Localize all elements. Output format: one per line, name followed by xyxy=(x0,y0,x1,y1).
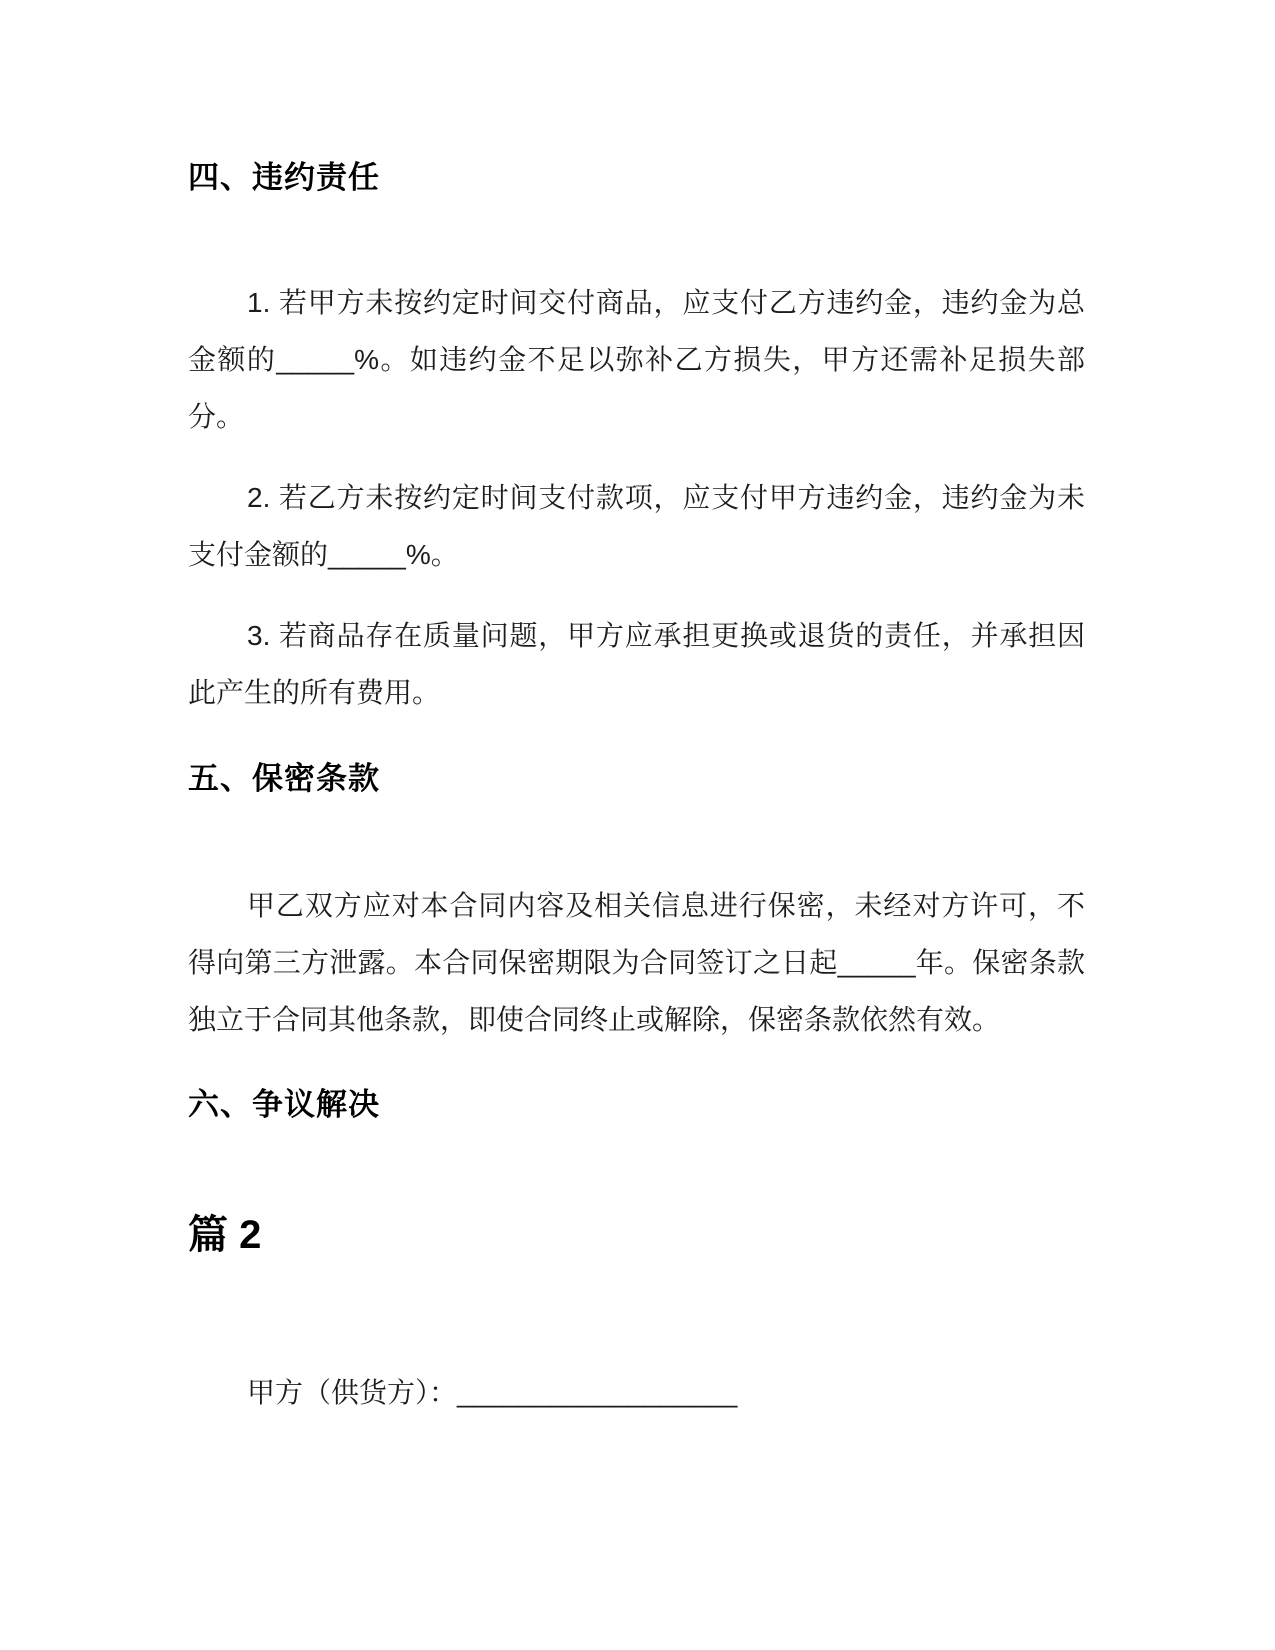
section-heading-confidentiality: 五、保密条款 xyxy=(188,761,380,796)
section-heading-dispute-resolution: 六、争议解决 xyxy=(188,1087,380,1122)
paragraph-party-a-supplier-line: 甲方（供货方）：__________________ xyxy=(247,1377,738,1408)
paragraph-breach-clause-2: 2. 若乙方未按约定时间支付款项，应支付甲方违约金，违约金为未支付金额的_____%。 xyxy=(188,482,1085,570)
part-2-heading: 篇 2 xyxy=(188,1213,262,1257)
paragraph-breach-clause-3: 3. 若商品存在质量问题，甲方应承担更换或退货的责任，并承担因此产生的所有费用。 xyxy=(188,620,1085,708)
paragraph-confidentiality-clause: 甲乙双方应对本合同内容及相关信息进行保密，未经对方许可，不得向第三方泄露。本合同保密期限为合同签订之日起_____年。保密条款独立于合同其他条款，即使合同终止或解除，保密条款依然有效。 xyxy=(188,890,1085,1035)
section-heading-breach-liability: 四、违约责任 xyxy=(188,160,380,195)
paragraph-breach-clause-1: 1. 若甲方未按约定时间交付商品，应支付乙方违约金，违约金为总金额的_____%。如违约金不足以弥补乙方损失，甲方还需补足损失部分。 xyxy=(188,287,1085,432)
